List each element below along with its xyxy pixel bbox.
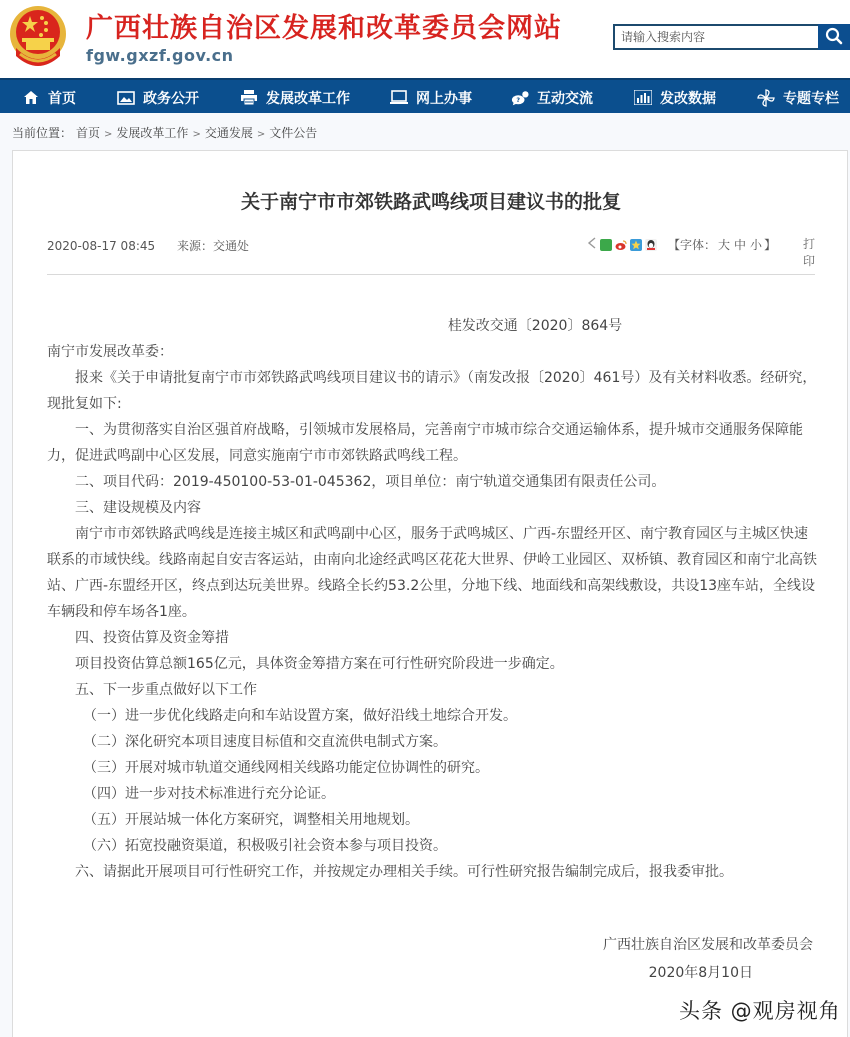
- article-container: [12, 150, 848, 1037]
- pinwheel-icon: [757, 90, 775, 106]
- site-header: [0, 0, 850, 78]
- bar-chart-icon: [634, 90, 652, 106]
- nav-label: 网上办事: [416, 90, 472, 107]
- breadcrumb-separator: >: [104, 129, 113, 140]
- breadcrumb: [12, 124, 317, 141]
- list-item: （一）进一步优化线路走向和车站设置方案，做好沿线土地综合开发。: [83, 708, 517, 724]
- list-item: （六）拓宽投融资渠道，积极吸引社会资本参与项目投资。: [83, 838, 447, 854]
- article-meta: [47, 237, 249, 254]
- addressee: 南宁市发展改革委：: [47, 344, 173, 360]
- nav-label: 发改数据: [660, 90, 716, 107]
- nav-item-online-services[interactable]: [390, 80, 472, 115]
- section-heading: 五、下一步重点做好以下工作: [75, 682, 257, 698]
- sign-date: 2020年8月10日: [648, 965, 753, 981]
- nav-item-home[interactable]: [22, 80, 76, 115]
- paragraph: 一、为贯彻落实自治区强首府战略，引领城市发展格局，完善南宁市城市综合交通运输体系，提升城市交通服务保障能力，促进武鸣副中心区发展，同意实施南宁市市郊铁路武鸣线工程。: [47, 422, 803, 464]
- font-size-control: [668, 236, 776, 253]
- nav-label: 发展改革工作: [266, 90, 350, 107]
- weibo-icon[interactable]: [615, 239, 627, 251]
- nav-label: 专题专栏: [783, 90, 839, 107]
- nav-item-reform-work[interactable]: [240, 80, 350, 115]
- breadcrumb-reform-work[interactable]: 发展改革工作: [116, 126, 189, 140]
- nav-item-interaction[interactable]: [511, 80, 593, 115]
- article-tools: [587, 236, 776, 253]
- font-size-label: 【字体：: [668, 238, 717, 252]
- article-source: 来源：交通处: [176, 239, 249, 253]
- font-size-large[interactable]: 大: [718, 238, 731, 252]
- section-heading: 四、投资估算及资金筹措: [75, 630, 229, 646]
- breadcrumb-announcements[interactable]: 文件公告: [269, 126, 318, 140]
- font-size-medium[interactable]: 中: [734, 238, 747, 252]
- share-icon[interactable]: [587, 237, 597, 252]
- publish-datetime: 2020-08-17 08:45: [47, 239, 156, 253]
- breadcrumb-transport[interactable]: 交通发展: [204, 126, 253, 140]
- qq-icon[interactable]: [645, 239, 657, 251]
- list-item: （四）进一步对技术标准进行充分论证。: [83, 786, 335, 802]
- print-button[interactable]: 打印: [803, 237, 816, 268]
- paragraph: 报来《关于申请批复南宁市市郊铁路武鸣线项目建议书的请示》（南发改报〔2020〕461号）及有关材料收悉。经研究，现批复如下:: [47, 370, 817, 412]
- national-emblem-logo[interactable]: [6, 4, 70, 72]
- main-nav: [0, 78, 850, 113]
- watermark-text: 头条 @观房视角: [679, 999, 841, 1023]
- list-item: （二）深化研究本项目速度目标值和交直流供电制式方案。: [83, 734, 447, 750]
- image-icon: [117, 90, 135, 106]
- nav-label: 政务公开: [143, 90, 199, 107]
- article-title: 关于南宁市市郊铁路武鸣线项目建议书的批复: [240, 191, 621, 213]
- section-heading: 三、建设规模及内容: [75, 500, 201, 516]
- nav-item-data[interactable]: [634, 80, 716, 115]
- site-domain: fgw.gxzf.gov.cn: [86, 46, 234, 65]
- paragraph: 六、请据此开展项目可行性研究工作，并按规定办理相关手续。可行性研究报告编制完成后，报我委审批。: [75, 864, 733, 880]
- breadcrumb-separator: >: [192, 129, 201, 140]
- nav-item-government-affairs[interactable]: [117, 80, 199, 115]
- monitor-icon: [390, 90, 408, 106]
- site-title[interactable]: 广西壮族自治区发展和改革委员会网站: [86, 13, 562, 44]
- breadcrumb-separator: >: [256, 129, 266, 140]
- search-bar: [613, 24, 850, 50]
- meta-divider: [47, 274, 815, 275]
- chat-bubble-icon: [511, 90, 529, 106]
- search-button[interactable]: [818, 24, 850, 50]
- paragraph: 二、项目代码：2019-450100-53-01-045362，项目单位：南宁轨道交通集团有限责任公司。: [75, 474, 666, 490]
- paragraph: 项目投资估算总额165亿元，具体资金筹措方案在可行性研究阶段进一步确定。: [75, 656, 564, 672]
- paragraph: 南宁市市郊铁路武鸣线是连接主城区和武鸣副中心区，服务于武鸣城区、广西-东盟经开区、南宁教育园区与主城区快速联系的市域快线。线路南起自安吉客运站，由南向北途经武鸣区花花大世界、伊岭工业园区、双桥镇、教育园区和南宁北高铁站、广西-东盟经开区，终点到达玩美世界。线路全长约53.2公里，分地下线、地面线和高架线敷设，共设13座车站，全线设车辆段和停车场各1座。: [47, 526, 817, 620]
- list-item: （三）开展对城市轨道交通线网相关线路功能定位协调性的研究。: [83, 760, 489, 776]
- font-size-small[interactable]: 小: [750, 238, 763, 252]
- document-number: 桂发改交通〔2020〕864号: [447, 318, 623, 334]
- home-icon: [22, 90, 40, 106]
- qzone-icon[interactable]: [630, 239, 642, 251]
- search-icon: [825, 27, 843, 48]
- breadcrumb-home[interactable]: 首页: [76, 126, 101, 140]
- breadcrumb-prefix: 当前位置：: [12, 126, 73, 140]
- article-body: [47, 339, 817, 885]
- issuing-authority: 广西壮族自治区发展和改革委员会: [603, 937, 813, 953]
- nav-label: 互动交流: [537, 90, 593, 107]
- nav-label: 首页: [48, 90, 76, 107]
- signature-block: [603, 931, 813, 987]
- font-size-suffix: 】: [764, 238, 777, 252]
- nav-item-special-topics[interactable]: [757, 80, 839, 115]
- printer-icon: [240, 90, 258, 106]
- search-input[interactable]: [613, 24, 818, 50]
- wechat-icon[interactable]: [600, 239, 612, 251]
- list-item: （五）开展站城一体化方案研究，调整相关用地规划。: [83, 812, 419, 828]
- svg-text:?: ?: [516, 96, 521, 104]
